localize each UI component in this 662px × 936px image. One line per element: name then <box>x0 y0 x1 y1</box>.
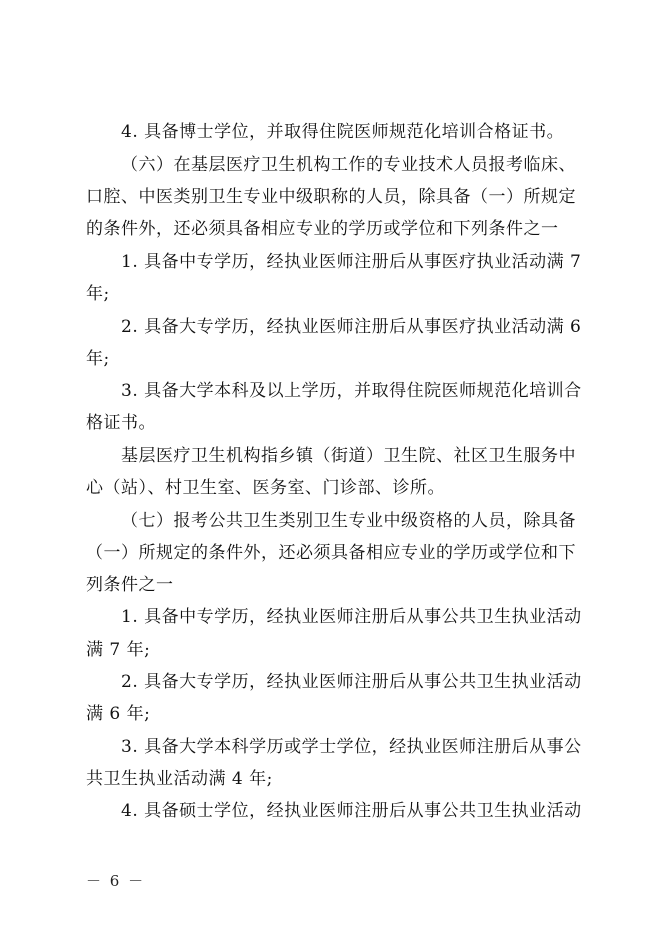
text-line: 基层医疗卫生机构指乡镇（街道）卫生院、社区卫生服务中 <box>121 446 576 466</box>
text-line: 心（站）、村卫生室、医务室、门诊部、诊所。 <box>86 478 445 498</box>
text-line: 列条件之一 <box>86 575 174 595</box>
text-line: 的条件外，还必须具备相应专业的学历或学位和下列条件之一 <box>86 219 559 239</box>
text-line: 3. 具备大学本科学历或学士学位，经执业医师注册后从事公 <box>121 737 582 757</box>
text-line: 1. 具备中专学历，经执业医师注册后从事医疗执业活动满 7 <box>121 252 582 272</box>
text-line: 口腔、中医类别卫生专业中级职称的人员，除具备（一）所规定 <box>86 187 576 207</box>
text-line: （七）报考公共卫生类别卫生专业中级资格的人员，除具备 <box>121 511 576 531</box>
text-line: 满 7 年; <box>86 640 151 660</box>
text-line: 2. 具备大专学历，经执业医师注册后从事医疗执业活动满 6 <box>121 317 582 337</box>
text-line: 满 6 年; <box>86 704 151 724</box>
text-line: 4. 具备博士学位，并取得住院医师规范化培训合格证书。 <box>121 122 565 142</box>
text-line: （一）所规定的条件外，还必须具备相应专业的学历或学位和下 <box>86 543 576 563</box>
text-line: 1. 具备中专学历，经执业医师注册后从事公共卫生执业活动 <box>121 607 582 627</box>
text-line: 格证书。 <box>86 413 156 433</box>
text-line: 年; <box>86 349 110 369</box>
text-line: 2. 具备大专学历，经执业医师注册后从事公共卫生执业活动 <box>121 672 582 692</box>
page-number: － 6 － <box>86 872 146 890</box>
text-line: 3. 具备大学本科及以上学历，并取得住院医师规范化培训合 <box>121 381 582 401</box>
text-line: （六）在基层医疗卫生机构工作的专业技术人员报考临床、 <box>121 155 576 175</box>
text-line: 共卫生执业活动满 4 年; <box>86 769 273 789</box>
text-line: 年; <box>86 284 110 304</box>
text-line: 4. 具备硕士学位，经执业医师注册后从事公共卫生执业活动 <box>121 801 582 821</box>
